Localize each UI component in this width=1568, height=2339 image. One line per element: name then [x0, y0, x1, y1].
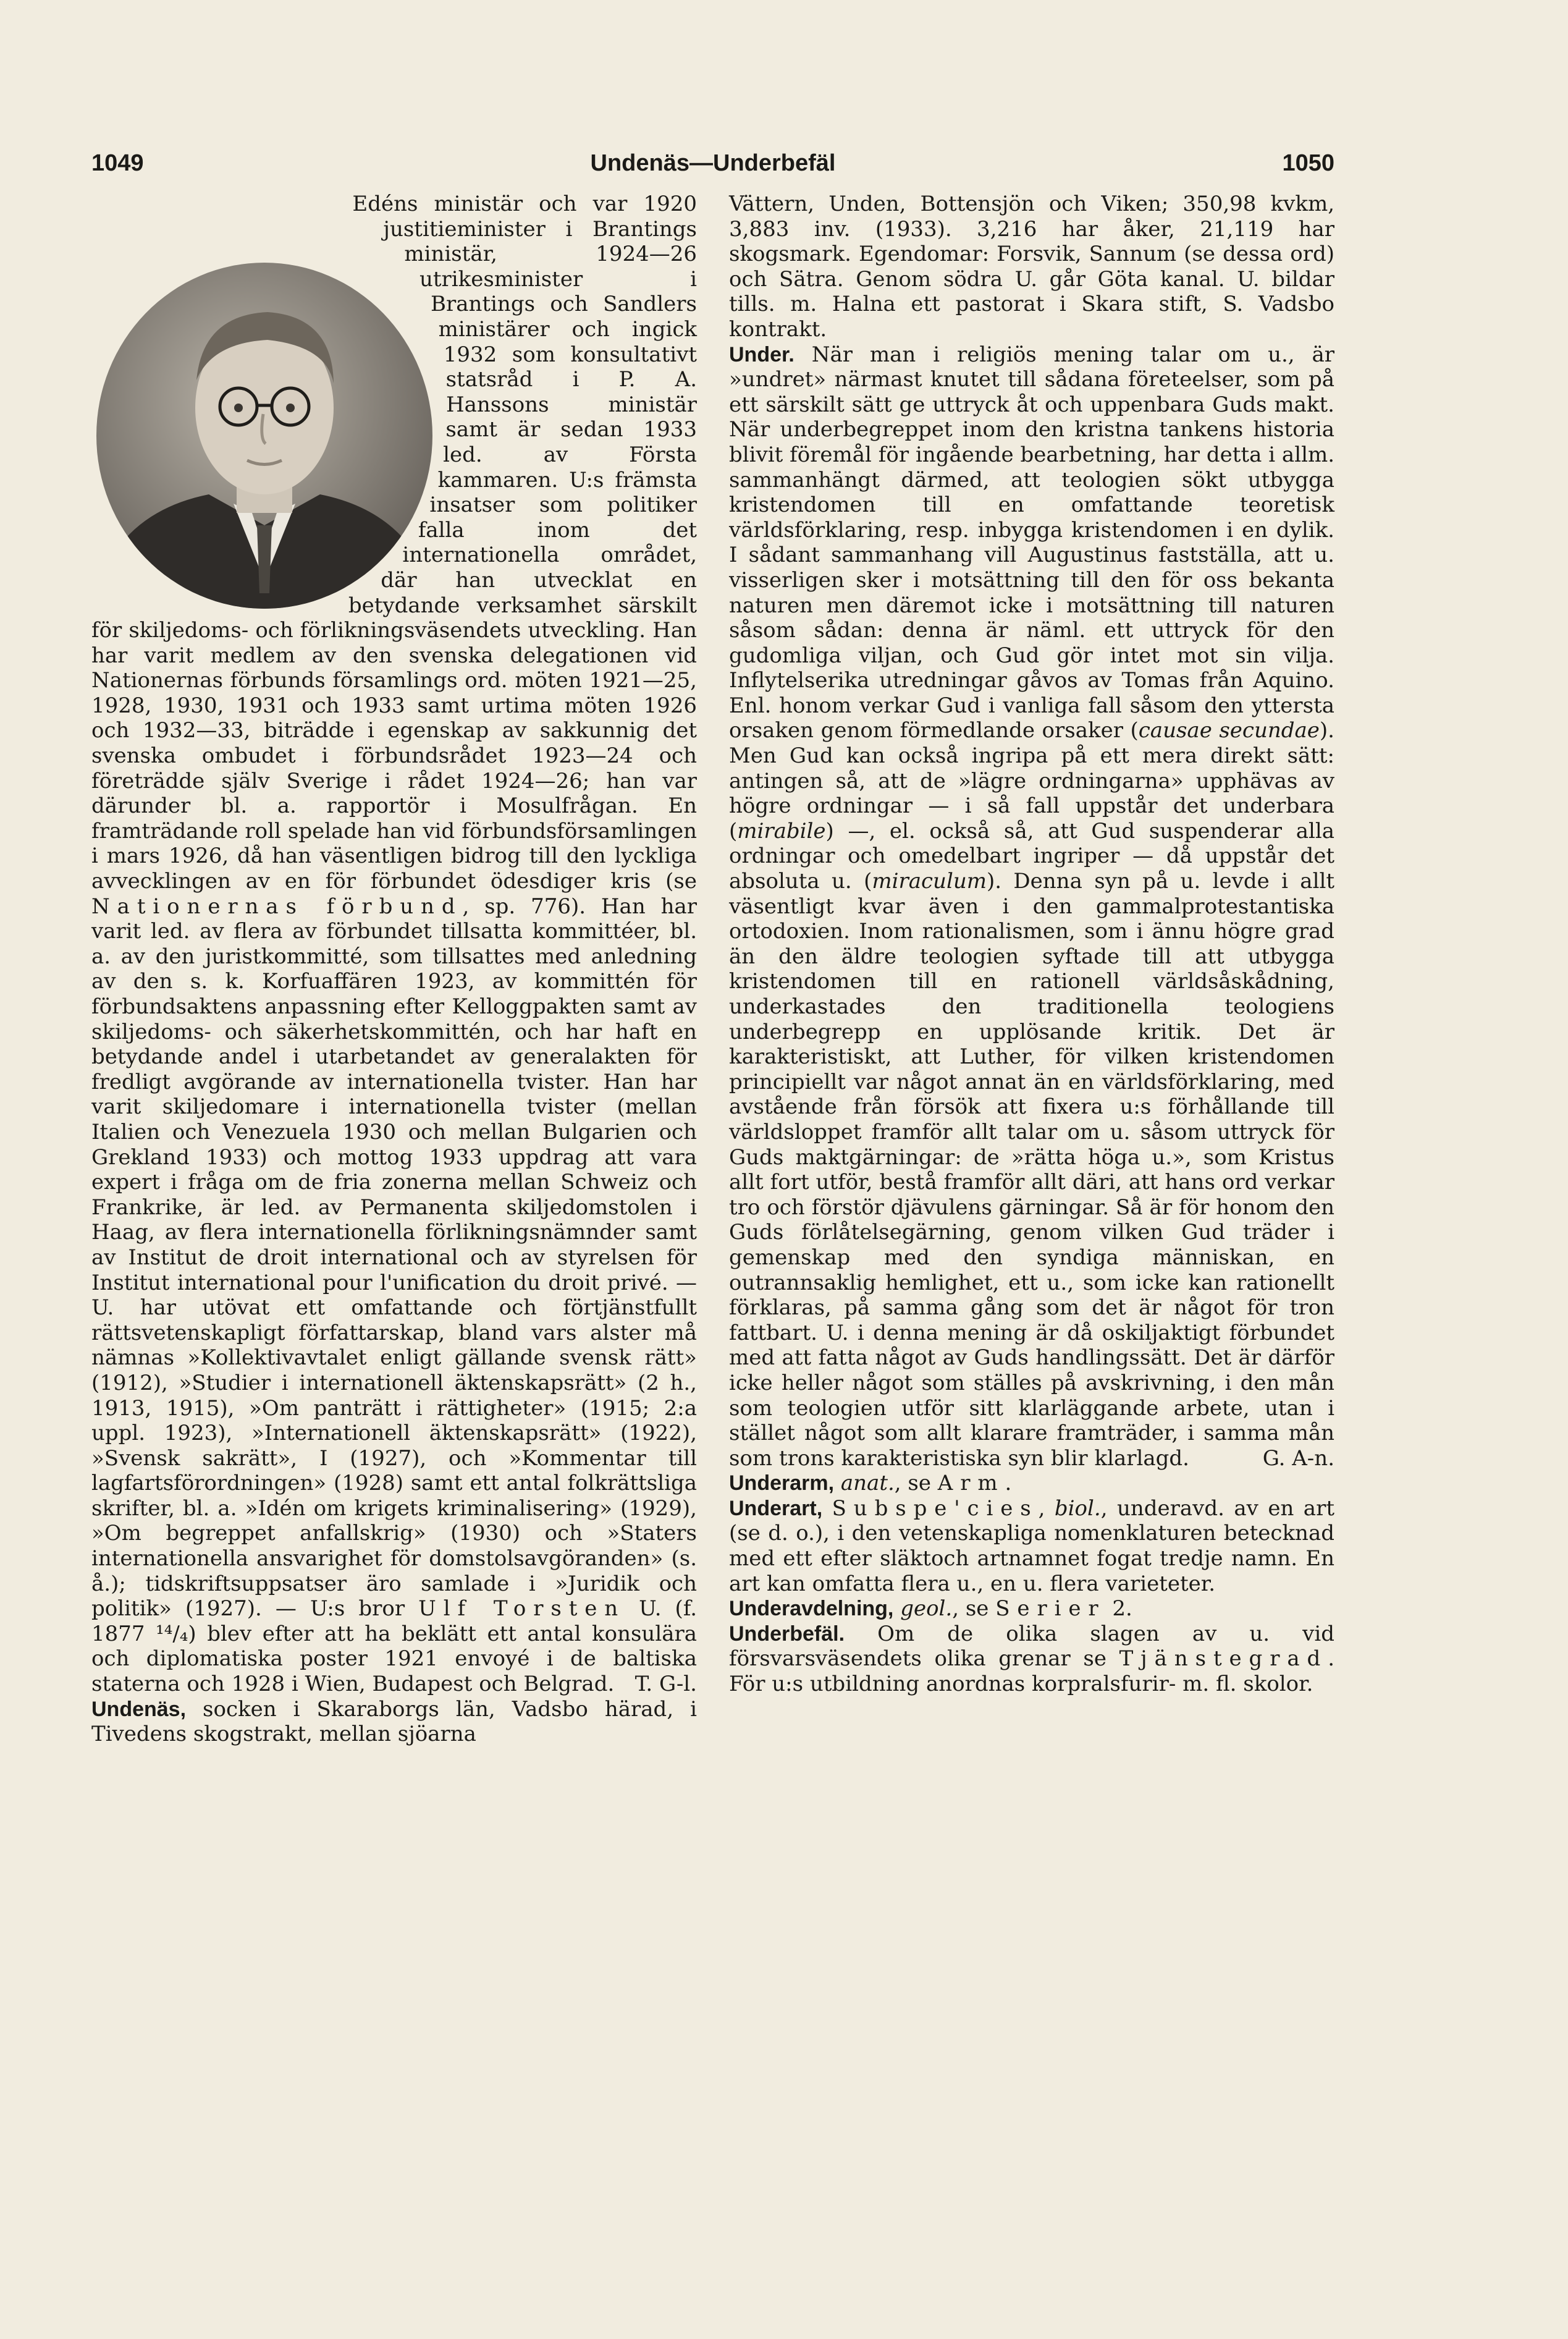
entry-text: Edéns ministär och var 1920 justitieminister i Brantings ministär, 1924—26 utrikesminister i Brantings och Sandlers ministärer och ingick 1932 som konsultativt statsråd i P. A. Hanssons ministär samt är sedan 1933 led. av Första kammaren. U:s främsta insatser som politiker falla inom det internationella området, där han utvecklat en betydande verksamhet särskilt för skiljedoms- och förlikningsväsendets utveckling. Han har varit medlem av den svenska delegationen vid Nationernas förbunds församlings ord. möten 1921—25, 1928, 1930, 1931 och 1933 samt urtima möten 1926 och 1932—33, biträdde i egenskap av sakkunnig det svenska ombudet i förbundsrådet 1923—24 och företrädde själv Sverige i rådet 1924—26; han var därunder bl. a. rapportör i Mosulfrågan. En framträdande roll spelade han vid förbundsförsamlingen i mars 1926, då han väsentligen bidrog till den lyckliga avvecklingen av en för förbundet ödesdiger kris (se — [91, 192, 697, 894]
entry-underarm — [729, 1471, 1334, 1496]
entry-text: 2. — [1105, 1596, 1132, 1622]
italic-term: geol. — [900, 1596, 953, 1622]
spaced-name: Ulf Torsten — [418, 1596, 626, 1622]
italic-term: miraculum — [872, 869, 987, 894]
entry-text: Vättern, Unden, Bottensjön och Viken; 350,98 kvkm, 3,883 inv. (1933). 3,216 har åker, 21,119 har skogsmark. Egendomar: Forsvik, Sannum (se dessa ord) och Sätra. Genom södra U. går Göta kanal. U. bildar tills. m. Halna ett pastorat i Skara stift, S. Vadsbo kontrakt. — [729, 192, 1334, 342]
entry-under — [729, 342, 1334, 1471]
spaced-reference: Nationernas förbund — [91, 894, 463, 919]
left-column — [91, 192, 697, 1747]
page-number-right: 1050 — [1282, 150, 1334, 176]
right-column — [729, 192, 1334, 1697]
entry-text: , — [1038, 1495, 1055, 1521]
headword: Underbefäl. — [729, 1622, 845, 1646]
entry-undenas-continued — [729, 192, 1334, 342]
running-title: Undenäs—Underbefäl — [590, 150, 836, 176]
entry-text: ). Men Gud kan också ingripa på ett mera direkt sätt: antingen så, att de »lägre ordningarna» upphävas av högre ordningar — i så fall uppstår det underbara ( — [729, 718, 1334, 844]
page-number-left: 1049 — [91, 150, 144, 176]
entry-text: U. (f. 1877 ¹⁴/₄) blev efter att ha beklätt ett antal konsulära och diplomatiska poster 1921 envoyé i de baltiska staterna och 1928 i Wien, Budapest och Belgrad. — [91, 1596, 697, 1697]
italic-term: biol. — [1054, 1495, 1101, 1521]
entry-text: , se — [894, 1471, 938, 1496]
entry-text: , se — [952, 1596, 996, 1622]
author-signature: G. A-n. — [1262, 1445, 1334, 1471]
entry-underavdelning — [729, 1596, 1334, 1622]
spaced-reference: Serier — [995, 1596, 1106, 1622]
headword: Underavdelning, — [729, 1597, 894, 1621]
headword: Underart, — [729, 1496, 823, 1520]
entry-undenas — [91, 1697, 697, 1747]
spaced-reference: Arm — [937, 1471, 1005, 1496]
entry-text: . — [1005, 1471, 1012, 1496]
page-header — [91, 150, 1334, 187]
spaced-term: Subspe'cies — [832, 1495, 1039, 1521]
headword: Undenäs, — [91, 1697, 187, 1721]
entry-text: , sp. 776). Han har varit led. av flera av förbundet tillsatta kommittéer, bl. a. av den juristkommitté, som tillsattes med anledning av den s. k. Korfuaffären 1923, av kommittén för förbundsaktens anpassning efter Kelloggpakten samt av skiljedoms- och säkerhetskommittén, och har haft en betydande andel i utarbetandet av generalakten för fredligt avgörande av internationella tvister. Han har varit skiljedomare i internationella tvister (mellan Italien och Venezuela 1930 och mellan Bulgarien och Grekland 1933) och mottog 1933 uppdrag att vara expert i fråga om de fria zonerna mellan Schweiz och Frankrike, är led. av Permanenta skiljedomstolen i Haag, av flera internationella förlikningsnämnder samt av Institut de droit international och av styrelsen för Institut international pour l'unification du droit privé. — U. har utövat ett omfattande och förtjänstfullt rättsvetenskapligt författarskap, bland vars alster må nämnas »Kollektivavtalet enligt gällande svensk rätt» (1912), »Studier i internationell äktenskapsrätt» (2 h., 1913, 1915), »Om panträtt i rättigheter» (1915; 2:a uppl. 1923), »Internationell äktenskapsrätt» (1922), »Svensk sakrätt», I (1927), och »Kommentar till lagfartsförordningen» (1928) samt ett antal folkrättsliga skrifter, bl. a. »Idén om krigets kriminalisering» (1929), »Om begreppet anfallskrig» (1930) och »Staters internationella ansvarighet för domstolsavgöranden» (s. å.); tidskriftsuppsatser äro samlade i »Juridik och politik» (1927). — U:s bror — [91, 894, 697, 1622]
entry-text: ) —, el. också så, att Gud suspenderar alla ordningar och omedelbart ingriper — då uppstår det absoluta u. ( — [729, 818, 1334, 894]
italic-term: mirabile — [737, 818, 826, 844]
portrait-photo — [91, 260, 437, 612]
entry-text: . För u:s utbildning anordnas korpralsfurir- m. fl. skolor. — [729, 1646, 1334, 1697]
spaced-reference: Tjänstegrad — [1119, 1646, 1328, 1672]
author-signature: T. G-l. — [634, 1672, 697, 1697]
italic-term: causae secundae — [1138, 718, 1320, 743]
headword: Underarm, — [729, 1471, 835, 1495]
italic-term: anat. — [840, 1471, 895, 1496]
entry-underart — [729, 1496, 1334, 1596]
headword: Under. — [729, 342, 795, 366]
entry-text: Om de olika slagen av u. vid försvarsväsendets olika grenar se — [729, 1621, 1334, 1672]
entry-underbefal — [729, 1622, 1334, 1697]
entry-text: ). Denna syn på u. levde i allt väsentligt kvar även i den gammalprotestantiska ortodoxien. Inom rationalismen, som i ännu högre grad än den äldre teologien syftade till att utbygga kristendomen till en rationell världsåskådning, underkastades den traditionella teologiens underbegrepp en upplösande kritik. Det är karakteristiskt, att Luther, för vilken kristendomen principiellt var något annat än en världsförklaring, med avstående från försök att fixera u:s förhållande till världsloppet framför allt talar om u. såsom uttryck för Guds maktgärningar: de »rätta höga u.», som Kristus allt fort utför, bestå framför allt däri, att hans ord verkar tro och förstör djävulens gärningar. Så är för honom den Guds förlåtelsegärning, genom vilken Gud träder i gemenskap med den syndiga människan, en outrannsaklig hemlighet, ett u., som icke kan rationellt förklaras, på samma gång som det är något för tron fattbart. U. i denna mening är då oskiljaktigt förbundet med att fatta något av Guds handlingssätt. Det är därför icke heller något som ställes på avskrivning, i den mån som teologien utför sitt klarläggande arbete, utan i stället något som allt klarare framträder, i samma mån som trons karakteristiska syn blir klarlagd. — [729, 869, 1334, 1471]
entry-text: När man i religiös mening talar om u., är »undret» närmast knutet till sådana företeelser, som på ett särskilt sätt ge uttryck åt och uppenbara Guds makt. När underbegreppet inom den kristna tankens historia blivit föremål för ingående bearbetning, har detta i allm. sammanhängt därmed, att teologien sökt utbygga kristendomen till en omfattande teoretisk världsförklaring, resp. inbygga kristendomen i en dylik. I sådant sammanhang vill Augustinus fastställa, att u. visserligen sker i motsättning till den för oss bekanta naturen men däremot icke i motsättning till naturen såsom sådan: denna är näml. ett uttryck för den gudomliga viljan, och Gud gör intet mot sin vilja. Inflytelserika utredningar gåvos av Tomas från Aquino. Enl. honom verkar Gud i vanliga fall såsom den yttersta orsaken genom förmedlande orsaker ( — [729, 342, 1334, 743]
entry-text: socken i Skaraborgs län, Vadsbo härad, i Tivedens skogstrakt, mellan sjöarna — [91, 1696, 697, 1747]
entry-text: , underavd. av en art (se d. o.), i den vetenskapliga nomenklaturen betecknad med ett efter släktoch artnamnet fogat tredje namn. En art kan omfatta flera u., en u. flera varieteter. — [729, 1495, 1334, 1596]
